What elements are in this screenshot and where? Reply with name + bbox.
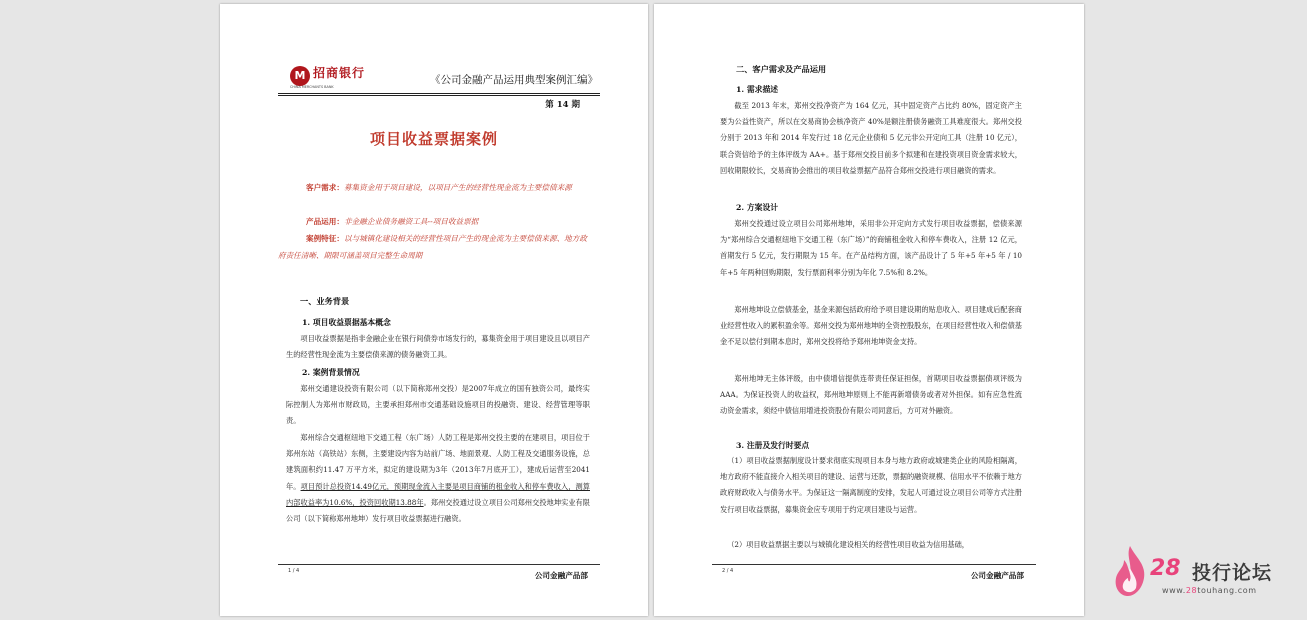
- watermark-url-prefix: www.: [1162, 586, 1186, 595]
- bank-logo-mark: M: [290, 66, 310, 86]
- watermark-url: [1162, 586, 1257, 595]
- subheading-solution: 2. 方案设计: [736, 203, 779, 212]
- document-title: 项目收益票据案例: [369, 130, 498, 148]
- page-number: 2 / 4: [722, 568, 734, 574]
- paragraph-company-intro: 郑州交通建设投资有限公司（以下简称郑州交投）是2007年成立的国有独资公司，最终实际控制人为郑州市财政局，主要承担郑州市交通基础设施项目的投融资、建设、经营管理等职责。: [286, 384, 590, 426]
- watermark-url-highlight: 28: [1185, 586, 1198, 595]
- subheading-case-background: 2. 案例背景情况: [302, 368, 360, 377]
- paragraph-needs: 截至 2013 年末，郑州交投净资产为 164 亿元，其中固定资产占比约 80%，固定资产主要为公益性资产，所以在交易商协会核净资产 40%是额注册债务融资工具难度很大。郑州交投分别于 2013 年和 2014 年发行过 18 亿元企业债和 5 亿元非公开定向工具（注册 10 亿元），联合资信给予的主体评级为 AA+。基于郑州交投目前多个拟建和在建投资项目资金需求较大，回收期限较长，交易商协会推出的项目收益票据产品符合郑州交投进行项目融资的需求。: [720, 101, 1022, 175]
- paragraph-concept: 项目收益票据是指非金融企业在银行间债券市场发行的，募集资金用于项目建设且以项目产生的经营性现金流为主要偿债来源的债务融资工具。: [286, 334, 590, 360]
- footer-department: 公司金融产品部: [534, 571, 588, 580]
- document-page-2: [654, 4, 1084, 616]
- footer-rule: [278, 564, 600, 565]
- summary-product: [278, 213, 590, 230]
- bank-logo: [290, 66, 380, 92]
- paragraph-credit: 郑州地坤无主体评级，由中债增信提供连带责任保证担保，首期项目收益票据债项评级为 AAA。为保证投资人的收益权，郑州地坤原则上不能再新增债务或者对外担保。如有应急性流动资金需求，须经中债信用增进投资股份有限公司同意后，方可对外融资。: [720, 374, 1022, 416]
- document-page-1: [220, 4, 648, 616]
- watermark-url-suffix: touhang.com: [1197, 586, 1257, 595]
- paragraph-sinking-fund: 郑州地坤设立偿债基金，基金来源包括政府给予项目建设期的贴息收入、项目建成后配套商业经营性收入的累积盈余等。郑州交投为郑州地坤的全资控股股东，在项目经营性收入和偿债基金不足以偿付到期本息时，郑州交投将给予郑州地坤资金支持。: [720, 305, 1022, 347]
- watermark-number: 28: [1150, 556, 1181, 581]
- paragraph-project-part-b: 项目预计总投资14.49亿元，预期现金流入主要是项目商铺的租金收入和停车费收入，测算内部收益率为10.6%，投资回收期13.88年: [286, 481, 590, 507]
- subheading-needs: 1. 需求描述: [736, 85, 779, 94]
- paragraph-point-1: （1）项目收益票据制度设计要求彻底实现项目本身与地方政府或城建类企业的风险相隔离，地方政府不能直接介入相关项目的建设、运营与还款，票据的融资规模、信用水平不依赖于地方政府财政收入与债务水平。为保证这一隔离制度的安排，发起人可通过设立项目公司等方式注册发行项目收益票据，募集资金应专项用于约定项目建设与运营。: [720, 456, 1022, 514]
- paragraph-project: [286, 430, 590, 527]
- watermark-name: 投行论坛: [1192, 562, 1273, 584]
- summary-need-label: 客户需求：: [306, 183, 344, 192]
- bank-logo-name-en: CHINA MERCHANTS BANK: [290, 85, 334, 89]
- subheading-concept: 1. 项目收益票据基本概念: [302, 318, 391, 327]
- header-rule: [278, 93, 600, 96]
- publication-title: 《公司金融产品运用典型案例汇编》: [430, 74, 598, 86]
- section-heading-business-background: 一、业务背景: [300, 296, 350, 306]
- summary-feature-label: 案例特征：: [306, 234, 344, 243]
- summary-feature-text: 以与城镇化建设相关的经营性项目产生的现金流为主要偿债来源、地方政府责任清晰、期限可涵盖项目完整生命周期: [278, 234, 587, 260]
- subheading-key-points: 3. 注册及发行时要点: [736, 441, 810, 450]
- summary-feature: [278, 230, 590, 264]
- section-heading-customer-needs: 二、客户需求及产品运用: [736, 64, 827, 74]
- paragraph-point-2: （2）项目收益票据主要以与城镇化建设相关的经营性项目收益为信用基础，: [727, 540, 969, 549]
- forum-watermark: [1108, 544, 1298, 604]
- flame-icon: [1112, 544, 1148, 598]
- footer-rule: [712, 564, 1036, 565]
- bank-logo-name: 招商银行: [313, 66, 366, 80]
- paragraph-project-part-a: 郑州综合交通枢纽地下交通工程（东广场）人防工程是郑州交投主要的在建项目，项目位于郑州东站（高铁站）东侧，主要建设内容为站前广场、地面景观、人防工程及交通服务设施，总建筑面积约11.47 万平方米，拟定的建设期为3年（2013年7月底开工），建成后运营至2041年。: [286, 433, 590, 491]
- summary-need-text: 募集资金用于项目建设，以项目产生的经营性现金流为主要偿债来源: [343, 183, 572, 192]
- summary-product-text: 非金融企业债务融资工具--项目收益票据: [343, 217, 479, 226]
- issue-number: 第 14 期: [545, 100, 580, 110]
- footer-department: 公司金融产品部: [970, 571, 1024, 580]
- paragraph-project-part-c: 。郑州交投通过设立项目公司郑州交投地坤实业有限公司（以下简称郑州地坤）发行项目收益票据进行融资。: [286, 497, 590, 524]
- paragraph-solution: 郑州交投通过设立项目公司郑州地坤，采用非公开定向方式发行项目收益票据，偿债来源为“郑州综合交通枢纽地下交通工程（东广场）”的商铺租金收入和停车费收入，注册 12 亿元，首期发行 5 亿元，发行期限为 15 年。在产品结构方面，该产品设计了 5 年+5 年+5 年 / 10 年+5 年两种回购期限，发行票面利率分别为年化 7.5%和 8.2%。: [720, 219, 1022, 277]
- summary-product-label: 产品运用：: [306, 217, 344, 226]
- page-number: 1 / 4: [288, 568, 300, 574]
- summary-need: [278, 179, 590, 196]
